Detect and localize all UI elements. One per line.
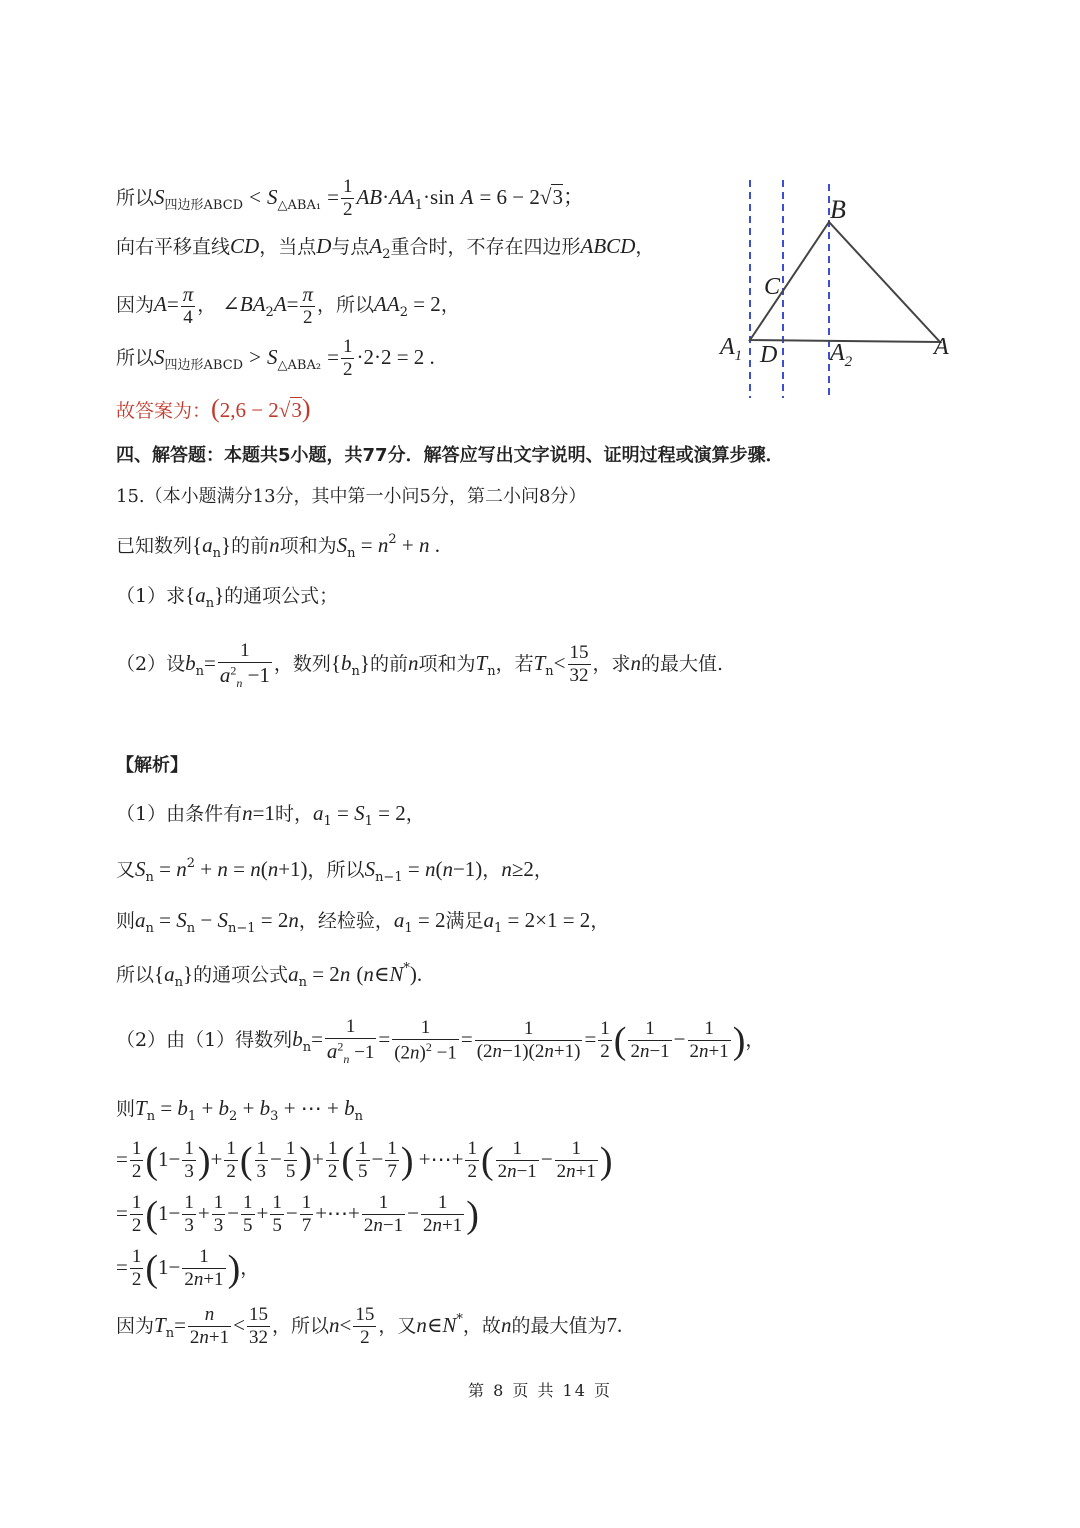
solution-line-3: 因为A= $\frac{\pi}{4}$ ， $\angle BA_2A=$ $\frac{\pi}{2}$ ，所以$AA_2 = 2$， — [116, 282, 460, 329]
question-1: （1）求$\{a_n\}$的通项公式； — [116, 583, 339, 611]
line1-text: 所以 — [116, 186, 155, 209]
label-B: B — [830, 195, 846, 224]
page-footer: 第 8 页 共 14 页 — [468, 1381, 612, 1400]
analysis-line-10: 因为$T_n=$ $\frac{n}{2n+1}$ < $\frac{15}{32}$ ，所以n< $\frac{15}{2}$ ，又n∈N*，故n的最大值为7. — [116, 1304, 623, 1348]
analysis-line-4: 所以$\{a_n\}$的通项公式$a_n = 2n$ (n∈N*). — [116, 961, 423, 990]
label-A1: $A_1$ — [720, 334, 743, 364]
section-title: 四、解答题：本题共5小题，共77分．解答应写出文字说明、证明过程或演算步骤． — [116, 445, 784, 466]
label-D: D — [760, 342, 778, 368]
question-2: （2）设$b_n=$ $\frac{1}{a^2_n -1}$ ，数列$\{b_n\}$的前n项和为$T_n$，若$T_n<$ $\frac{15}{32}$ ，求n的最大值. — [116, 640, 724, 690]
analysis-line-7: = $\frac{1}{2}$ (1− $\frac{1}{3}$ )+ $\frac{1}{2}$ ( $\frac{1}{3}$ − $\frac{1}{5}$ )+ $\frac{1}{2}$ ( $\frac{1}{5}$ − $\frac{1}{7}$ ) +⋯+ $\frac{1}{2}$ ( $\frac{1}{2n-1}$ − $\frac{1}{2n+1}$ ) — [116, 1138, 613, 1182]
triangle-diagram — [700, 170, 970, 410]
analysis-line-9: = $\frac{1}{2}$ (1− $\frac{1}{2n+1}$ )， — [116, 1246, 260, 1290]
analysis-heading: 【解析】 — [116, 755, 188, 776]
label-A: A — [934, 334, 949, 360]
analysis-line-2: 又$S_n = n^2 + n = n(n+1)$，所以$S_{n-1} = n(n-1)$，n≥2， — [116, 856, 553, 885]
label-C: C — [764, 274, 781, 300]
analysis-line-3: 则$a_n = S_n - S_{n-1} = 2n$，经检验，$a_1 = 2$满足$a_1 = 2\times 1 = 2$， — [116, 908, 610, 936]
solution-line-4: 所以$S_{四边形ABCD} > S_{\triangle ABA_2}$ = $\frac{1}{2}$ ·2·2 = 2 . — [116, 336, 435, 380]
triangle-figure — [700, 170, 970, 415]
solution-line-1: 所以$S_{四边形ABCD} < S_{\triangle ABA_1}$ = $\frac{1}{2}$ $AB\cdot AA_1\cdot\sin$ A = 6 − 2√3； — [116, 176, 584, 220]
answer-label: 故答案为： — [116, 400, 212, 422]
solution-line-2: 向右平移直线CD，当点D与点$A_2$重合时，不存在四边形ABCD， — [116, 234, 655, 262]
problem-header: 15.（本小题满分13分，其中第一小问5分，第二小问8分） — [116, 486, 587, 507]
analysis-line-5: （2）由（1）得数列$b_n=$ $\frac{1}{a^2_n -1}$ = $\frac{1}{(2n)^2 -1}$ = $\frac{1}{(2n-1)(2n+1)}$ = $\frac{1}{2}$ ( $\frac{1}{2n-1}$ − $\frac{1}{2n+1}$ )， — [116, 1016, 765, 1066]
analysis-line-8: = $\frac{1}{2}$ (1− $\frac{1}{3}$ + $\frac{1}{3}$ − $\frac{1}{5}$ + $\frac{1}{5}$ − $\frac{1}{7}$ +⋯+ $\frac{1}{2n-1}$ − $\frac{1}{2n+1}$ ) — [116, 1192, 479, 1236]
analysis-line-1: （1）由条件有n=1时，$a_1 = S_1 = 2$， — [116, 801, 425, 829]
analysis-line-6: 则$T_n = b_1 + b_2 + b_3$ + ⋯ + $b_n$ — [116, 1096, 364, 1124]
answer-line: 故答案为：(2,6 − 2√3) — [116, 394, 311, 423]
label-A2: $A_2$ — [830, 340, 853, 370]
problem-given: 已知数列$\{a_n\}$的前n项和为$S_n = n^2 + n$ . — [116, 532, 440, 561]
